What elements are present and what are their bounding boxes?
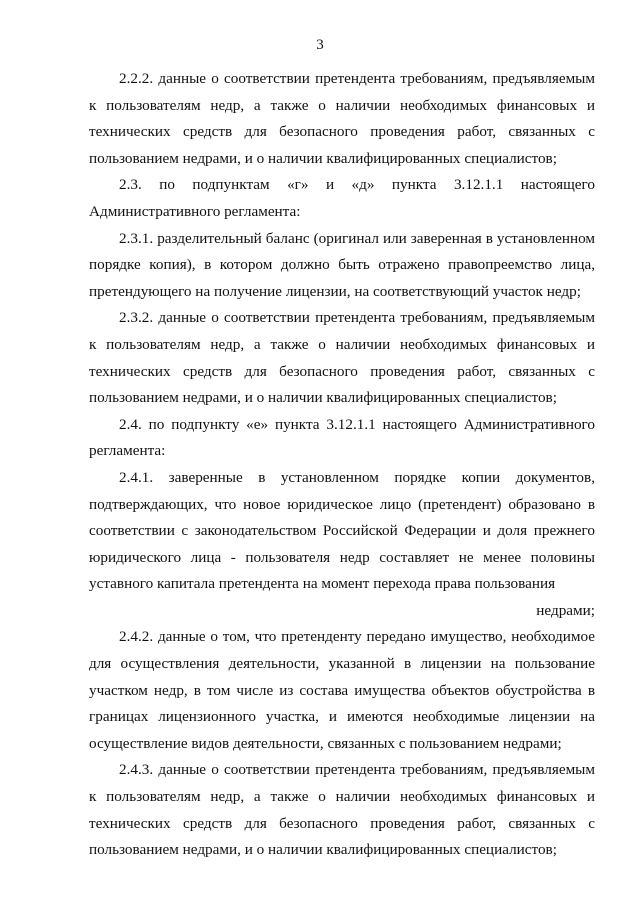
- paragraph-2-4-3: 2.4.3. данные о соответствии претендента требованиям, предъявляемым к пользователям недр, а также о наличии необходимых финансовых и технических средств для безопасного проведения работ, связанных с пользованием недрами, и о наличии квалифицированных специалистов;: [89, 761, 595, 859]
- paragraph-2-3: 2.3. по подпунктам «г» и «д» пункта 3.12.1.1 настоящего Административного регламента:: [89, 176, 595, 220]
- paragraph-2-3-1: 2.3.1. разделительный баланс (оригинал или заверенная в установленном порядке копия), в котором должно быть отражено правопреемство лица, претендующего на получение лицензии, на соответствующий участок недр;: [89, 229, 595, 300]
- paragraph-2-4: 2.4. по подпункту «е» пункта 3.12.1.1 настоящего Административного регламента:: [89, 415, 595, 460]
- paragraph-2-4-1-body: 2.4.1. заверенные в установленном порядке копии документов, подтверждающих, что новое юридическое лицо (претендент) образовано в соответствии с законодательством Российской Федерации и доля прежнего юридического лица - пользователя недр составляет не менее половины уставного капитала претендента на момент перехода права пользования: [89, 468, 595, 593]
- page-number: 3: [316, 37, 324, 53]
- paragraph-2-4-2: 2.4.2. данные о том, что претенденту передано имущество, необходимое для осуществления деятельности, указанной в лицензии на пользование участком недр, в том числе из состава имущества объектов обустройства в границах лицензионного участка, и имеются необходимые лицензии на осуществление видов деятельности, связанных с пользованием недрами;: [89, 628, 595, 752]
- paragraph-2-3-2: 2.3.2. данные о соответствии претендента требованиям, предъявляемым к пользователям недр, а также о наличии необходимых финансовых и технических средств для безопасного проведения работ, связанных с пользованием недрами, и о наличии квалифицированных специалистов;: [89, 309, 595, 407]
- paragraph-2-2-2: 2.2.2. данные о соответствии претендента требованиям, предъявляемым к пользователям недр, а также о наличии необходимых финансовых и технических средств для безопасного проведения работ, связанных с пользованием недрами, и о наличии квалифицированных специалистов;: [89, 70, 595, 167]
- paragraph-2-4-1: [89, 465, 595, 625]
- paragraph-2-4-1-tail: недрами;: [536, 601, 595, 619]
- document-body: [89, 66, 595, 864]
